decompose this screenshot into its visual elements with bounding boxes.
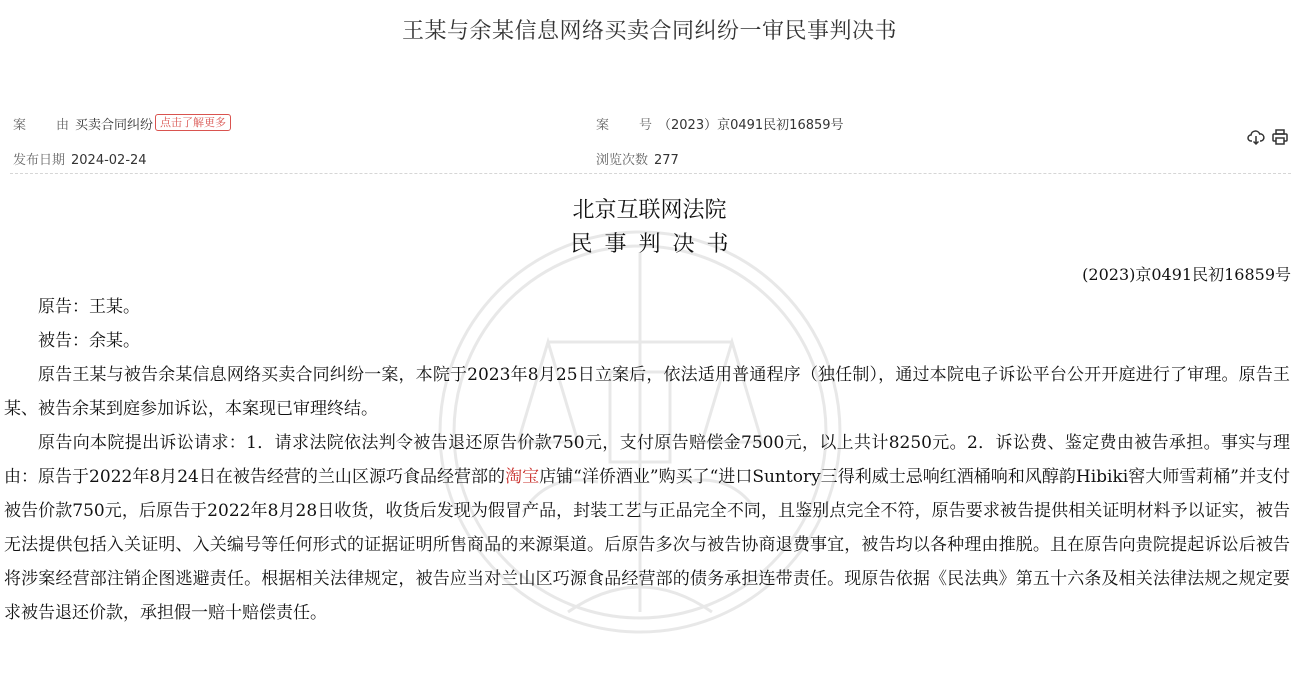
meta-case-number — [596, 114, 844, 133]
cloud-download-icon[interactable] — [1247, 128, 1265, 146]
header-divider — [10, 173, 1291, 174]
printer-icon[interactable] — [1271, 128, 1289, 146]
claims-text-start: 原告向本院提出诉讼请求：1．请求法院依法判令被告退还原告价款750元，支付原告赔偿金7500元，以上共计8250元。2．诉讼费、鉴定费由被告承担。事实与理由：原告于2022年8月24日在被告经营的兰山区源巧食品经营部的 — [4, 433, 1290, 487]
case-intro-paragraph: 原告王某与被告余某信息网络买卖合同纠纷一案，本院于2023年8月25日立案后，依法适用普通程序（独任制），通过本院电子诉讼平台公开开庭进行了审理。原告王某、被告余某到庭参加诉讼，本案现已审理终结。 — [4, 365, 1290, 419]
meta-label-views: 浏览次数 — [596, 153, 649, 168]
document-toolbar — [1247, 128, 1289, 146]
meta-case-cause — [13, 114, 231, 133]
meta-value-views: 277 — [654, 153, 679, 168]
learn-more-badge[interactable]: 点击了解更多 — [155, 114, 231, 131]
defendant-line: 被告：余某。 — [38, 331, 140, 351]
judgment-body — [4, 290, 1290, 630]
document-case-number: (2023)京0491民初16859号 — [1082, 265, 1291, 284]
claims-paragraph — [4, 426, 1290, 630]
meta-view-count — [596, 149, 679, 168]
meta-label-date: 发布日期 — [13, 153, 66, 168]
claims-text-end: 店铺“洋侨酒业”购买了“进口Suntory三得利威士忌响红酒桶响和风醇韵Hibiki窖大师雪莉桶”并支付被告价款750元，后原告于2022年8月28日收货，收货后发现为假冒产品，封装工艺与正品完全不同，且鉴别点完全不符，原告要求被告提供相关证明材料予以证实，被告无法提供包括入关证明、入关编号等任何形式的证据证明所售商品的来源渠道。后原告多次与被告协商退费事宜，被告均以各种理由推脱。且在原告向贵院提起诉讼后被告将涉案经营部注销企图逃避责任。根据相关法律规定，被告应当对兰山区巧源食品经营部的债务承担连带责任。现原告依据《民法典》第五十六条及相关法律法规之规定要求被告退还价款，承担假一赔十赔偿责任。 — [4, 467, 1290, 623]
judgment-type: 民事判决书 — [570, 232, 741, 257]
meta-label-cause: 案由 — [13, 118, 69, 133]
court-name: 北京互联网法院 — [572, 198, 727, 223]
meta-value-cause: 买卖合同纠纷 — [75, 118, 154, 133]
document-title: 王某与余某信息网络买卖合同纠纷一审民事判决书 — [401, 19, 897, 44]
meta-publish-date — [13, 149, 147, 168]
taobao-keyword-link[interactable]: 淘宝 — [505, 467, 540, 487]
meta-label-caseno: 案号 — [596, 118, 652, 133]
meta-value-date: 2024-02-24 — [71, 153, 147, 168]
plaintiff-line: 原告：王某。 — [38, 297, 140, 317]
meta-value-caseno: （2023）京0491民初16859号 — [658, 118, 844, 133]
